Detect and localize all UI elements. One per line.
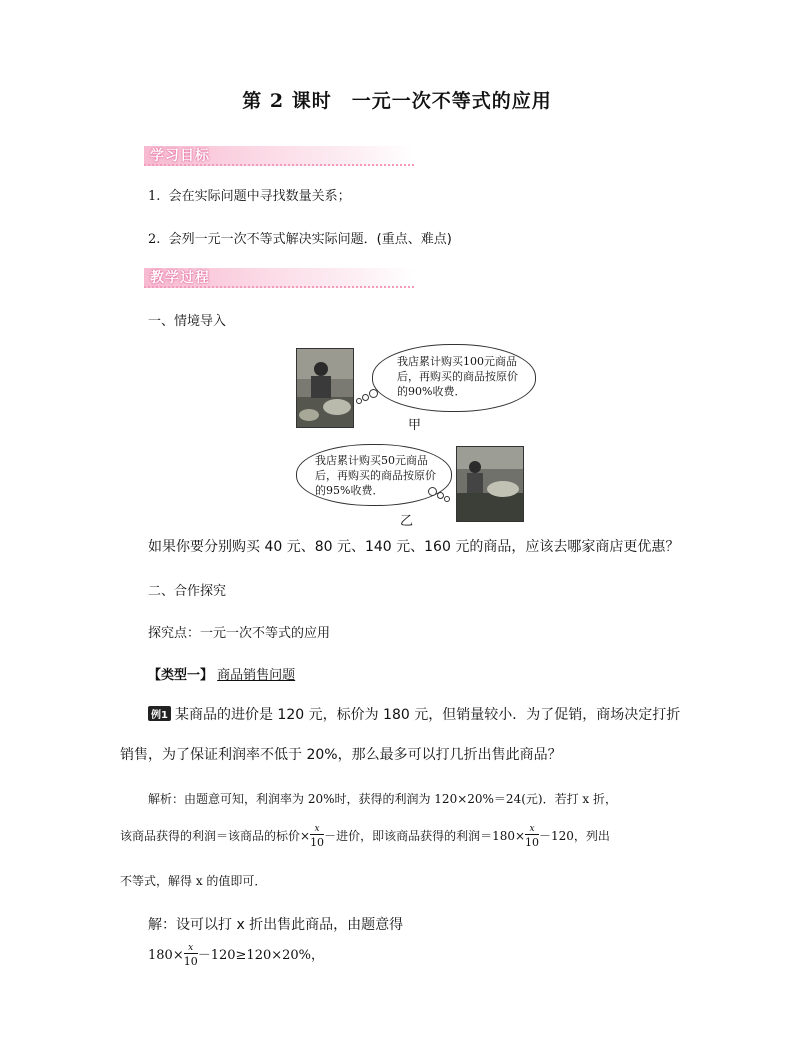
explore-point: 探究点：一元一次不等式的应用 [148, 626, 331, 641]
section-banner-objectives [144, 146, 414, 166]
thought-dot [356, 398, 362, 404]
section-banner-process [144, 268, 414, 288]
thought-dot [444, 496, 450, 502]
type-prefix: 【类型一】 [148, 668, 214, 683]
objective-item: 2. 会列一元一次不等式解决实际问题．(重点、难点) [148, 232, 452, 247]
explore-heading: 二、合作探究 [148, 584, 227, 599]
section-banner-label: 教学过程 [150, 270, 210, 286]
shop-b-offer: 我店累计购买50元商品后，再购买的商品按原价的95%收费． [315, 454, 436, 497]
analysis-line: 解析：由题意可知，利润率为 20%时，获得的利润为 120×20%＝24(元)．若打 x 折， [148, 792, 617, 806]
section-banner-label: 学习目标 [150, 148, 210, 164]
intro-question: 如果你要分别购买 40 元、80 元、140 元、160 元的商品，应该去哪家商店更优惠？ [148, 539, 680, 555]
intro-heading: 一、情境导入 [148, 314, 227, 329]
shopkeeper-a-photo [296, 348, 354, 428]
fraction: $\frac{x}{10}$ [310, 824, 325, 849]
fraction: $\frac{x}{10}$ [525, 824, 540, 849]
solution-line: 解：设可以打 x 折出售此商品，由题意得 [148, 917, 404, 933]
analysis-line: 不等式，解得 x 的值即可． [120, 874, 267, 888]
fraction: $\frac{x}{10}$ [183, 943, 198, 968]
objective-item: 1. 会在实际问题中寻找数量关系； [148, 189, 351, 204]
shop-a-offer: 我店累计购买100元商品后，再购买的商品按原价的90%收费． [397, 355, 518, 398]
shop-a-bubble [372, 344, 536, 412]
thought-dot [428, 487, 437, 496]
shop-a-label: 甲 [408, 418, 422, 433]
shopkeeper-b-photo [456, 446, 524, 522]
type-title: 商品销售问题 [217, 668, 296, 683]
thought-dot [362, 394, 369, 401]
shop-b-bubble [296, 444, 452, 506]
example-line: 销售，为了保证利润率不低于 20%，那么最多可以打几折出售此商品？ [120, 747, 562, 763]
solution-equation: 180× $\frac{x}{10}$ －120≥120×20%， [148, 943, 325, 968]
page-title: 第 2 课时 一元一次不等式的应用 [242, 90, 552, 112]
type-heading [148, 664, 295, 683]
analysis-line: 该商品获得的利润＝该商品的标价× $\frac{x}{10}$ －进价，即该商品获得的利润＝180× $\frac{x}{10}$ －120，列出 [120, 824, 610, 849]
example-line: 例1 某商品的进价是 120 元，标价为 180 元，但销量较小．为了促销，商场决定打折 [148, 704, 680, 724]
thought-dot [437, 492, 444, 499]
shop-b-label: 乙 [400, 514, 414, 529]
example-badge: 例1 [148, 706, 171, 721]
